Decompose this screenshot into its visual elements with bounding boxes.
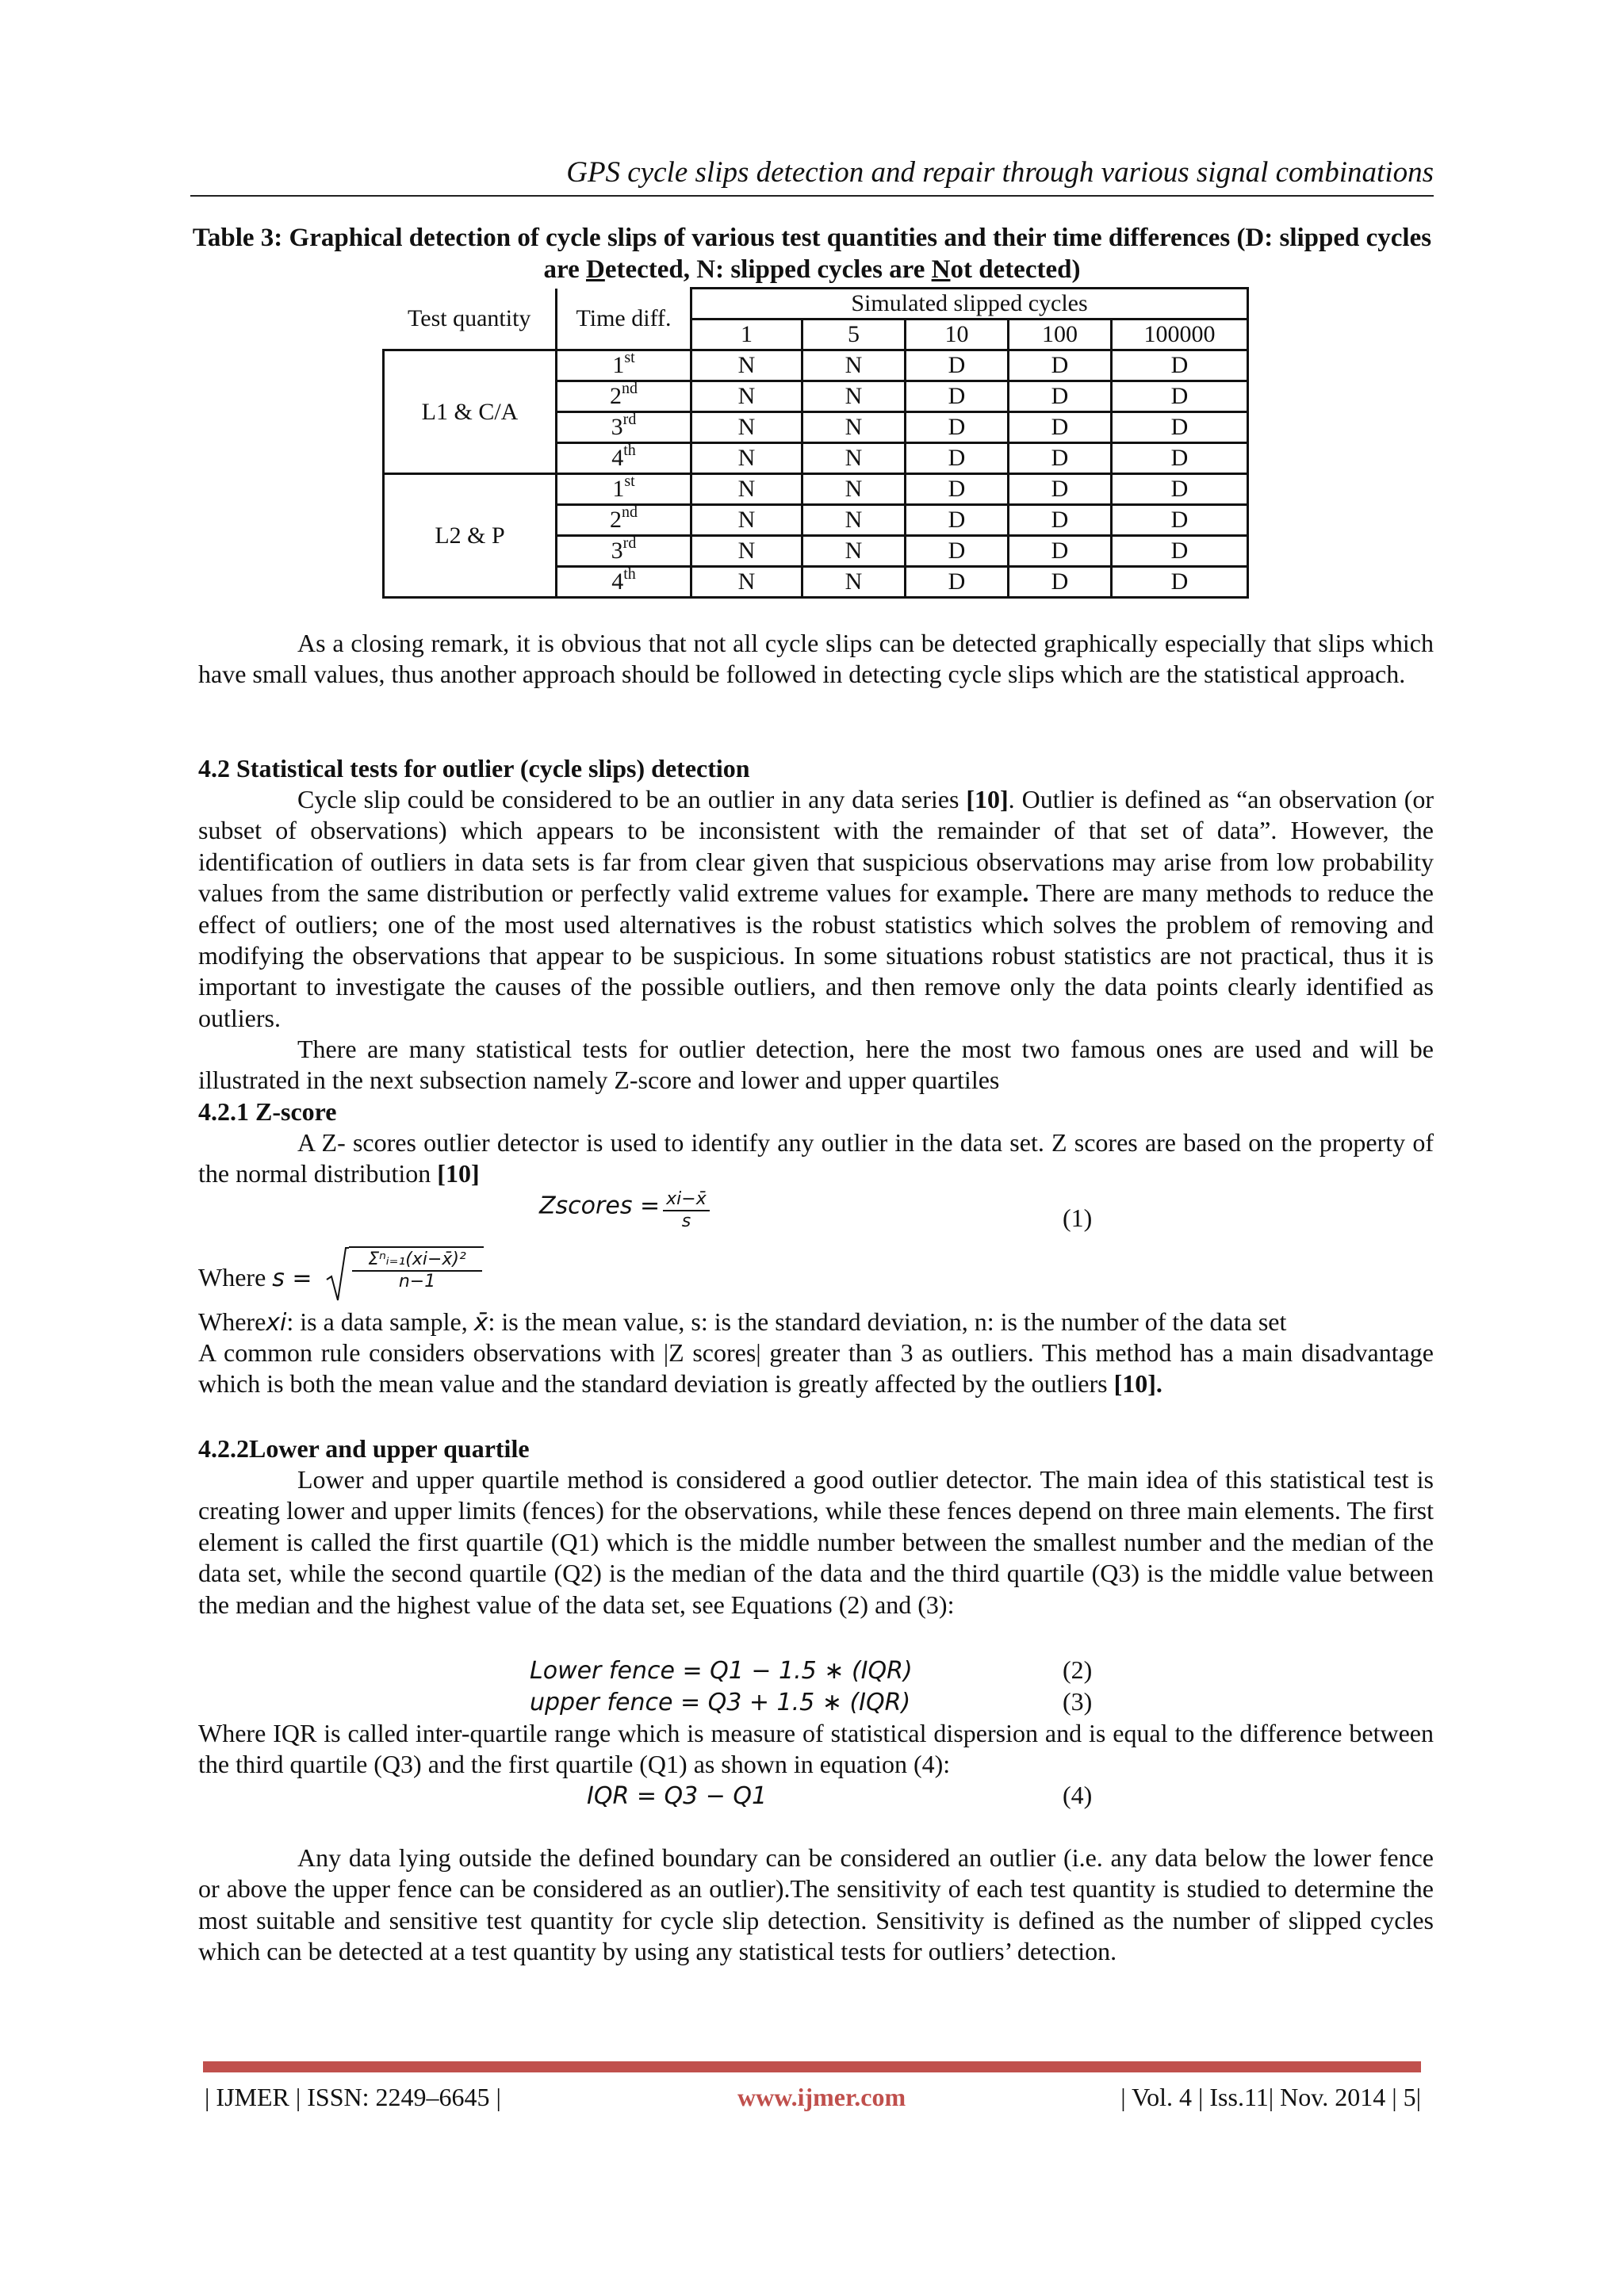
where2-label: Where bbox=[198, 1307, 266, 1336]
footer-website-link[interactable]: www.ijmer.com bbox=[737, 2083, 906, 2111]
where2-xbar: x̄ bbox=[473, 1309, 488, 1337]
p2-dot: . bbox=[1022, 878, 1029, 908]
detection-cell: D bbox=[1112, 350, 1248, 381]
detection-cell: D bbox=[1009, 567, 1112, 598]
slip-value-10: 10 bbox=[906, 320, 1009, 350]
time-diff-cell bbox=[557, 381, 691, 412]
slip-value-100: 100 bbox=[1009, 320, 1112, 350]
time-diff-suffix: rd bbox=[622, 411, 637, 428]
detection-cell: D bbox=[1112, 381, 1248, 412]
time-diff-number: 2 bbox=[610, 507, 622, 533]
caption-part-a: Table 3: Graphical detection of cycle slips of various test quantities and their time differences (D: slipped cycles are bbox=[192, 224, 1432, 284]
detection-cell: N bbox=[802, 412, 906, 443]
detection-cell: N bbox=[802, 505, 906, 536]
table-row bbox=[384, 474, 1248, 505]
paragraph-common-rule bbox=[198, 1337, 1434, 1400]
detection-cell: D bbox=[1009, 505, 1112, 536]
where-label: Where bbox=[198, 1263, 266, 1292]
time-diff-cell bbox=[557, 505, 691, 536]
eq1-lhs: Zscores = bbox=[539, 1192, 661, 1220]
eq3-number: (3) bbox=[1063, 1687, 1093, 1716]
footer-volume-info: | Vol. 4 | Iss.11| Nov. 2014 | 5| bbox=[1120, 2083, 1421, 2111]
detection-cell: N bbox=[691, 567, 802, 598]
detection-cell: D bbox=[1009, 474, 1112, 505]
detection-cell: N bbox=[691, 474, 802, 505]
group-label: L1 & C/A bbox=[384, 350, 557, 474]
detection-cell: D bbox=[906, 443, 1009, 474]
header-time-diff: Time diff. bbox=[557, 289, 691, 350]
where-definitions bbox=[198, 1307, 1434, 1338]
slip-value-100000: 100000 bbox=[1112, 320, 1248, 350]
time-diff-number: 4 bbox=[611, 445, 624, 471]
detection-cell: N bbox=[691, 536, 802, 567]
eq4-number: (4) bbox=[1063, 1781, 1093, 1809]
paragraph-outside-boundary: Any data lying outside the defined boundary can be considered an outlier (i.e. any data below the lower fence or above the upper fence can be considered as an outlier).The sensitivity of each test quantity is studied to determine the most suitable and sensitive test quantity for cycle slip detection. Sensitivity is defined as the number of slipped cycles which can be detected at a test quantity by using any statistical tests for outliers’ detection. bbox=[198, 1843, 1434, 1966]
eq2-number: (2) bbox=[1063, 1655, 1093, 1684]
eq1-numerator: xi−x̄ bbox=[663, 1189, 710, 1211]
detection-cell: N bbox=[802, 536, 906, 567]
time-diff-cell bbox=[557, 412, 691, 443]
time-diff-cell bbox=[557, 567, 691, 598]
eq1-denominator: s bbox=[681, 1211, 691, 1231]
detection-cell: N bbox=[802, 381, 906, 412]
detection-cell: D bbox=[906, 350, 1009, 381]
detection-cell: N bbox=[691, 505, 802, 536]
detection-cell: D bbox=[906, 474, 1009, 505]
caption-n: N bbox=[931, 255, 951, 284]
s-fraction bbox=[352, 1249, 482, 1292]
eq1-fraction bbox=[663, 1189, 710, 1232]
detection-cell: D bbox=[906, 567, 1009, 598]
time-diff-suffix: nd bbox=[622, 503, 638, 521]
time-diff-suffix: st bbox=[624, 473, 635, 490]
p4-text: A Z- scores outlier detector is used to identify any outlier in the data set. Z scores are based on the property of the normal distribution bbox=[198, 1128, 1434, 1188]
detection-cell: D bbox=[1112, 505, 1248, 536]
footer-rule bbox=[203, 2061, 1421, 2072]
equation-1 bbox=[539, 1189, 710, 1232]
detection-cell: D bbox=[1009, 443, 1112, 474]
eq1-number: (1) bbox=[1063, 1203, 1093, 1232]
caption-part-c: ot detected) bbox=[950, 255, 1081, 284]
caption-part-b: etected, N: slipped cycles are bbox=[604, 255, 932, 284]
section-heading-4-2-2: 4.2.2Lower and upper quartile bbox=[198, 1434, 530, 1463]
detection-cell: N bbox=[691, 381, 802, 412]
detection-cell: D bbox=[1112, 443, 1248, 474]
slip-value-1: 1 bbox=[691, 320, 802, 350]
detection-cell: D bbox=[906, 381, 1009, 412]
header-test-quantity: Test quantity bbox=[384, 289, 557, 350]
footer-journal-info: | IJMER | ISSN: 2249–6645 | bbox=[205, 2083, 501, 2111]
p2-text-b: . Outlier is defined as “an observation (or subset of observations) which appears to be inconsistent with the remainder of that set of data”. However, the identification of outliers in data sets is far from clear given that suspicious observations may arise from low probability values from the same distribution or perfectly valid extreme values for example bbox=[198, 785, 1434, 908]
time-diff-suffix: th bbox=[623, 442, 636, 459]
table3-caption bbox=[190, 222, 1434, 285]
p2-text-c: There are many methods to reduce the effect of outliers; one of the most used alternatives is the robust statistics which solves the problem of removing and modifying the observations that appear to be suspicious. In some situations robust statistics are not practical, thus it is important to investigate the causes of the possible outliers, and then remove only the data points clearly identified as outliers. bbox=[198, 878, 1434, 1032]
detection-cell: N bbox=[691, 350, 802, 381]
paragraph-closing-remark: As a closing remark, it is obvious that not all cycle slips can be detected graphically especially that slips which have small values, thus another approach should be followed in detecting cycle slips which are the statistical approach. bbox=[198, 629, 1434, 689]
detection-cell: D bbox=[1009, 350, 1112, 381]
detection-cell: D bbox=[1009, 412, 1112, 443]
table-header-row bbox=[384, 289, 1248, 320]
p4-ref: [10] bbox=[437, 1159, 480, 1188]
time-diff-number: 1 bbox=[612, 352, 625, 378]
equation-4: IQR = Q3 − Q1 bbox=[587, 1782, 768, 1810]
section-heading-4-2: 4.2 Statistical tests for outlier (cycle slips) detection bbox=[198, 754, 750, 783]
detection-cell: D bbox=[906, 505, 1009, 536]
table3 bbox=[382, 287, 1249, 599]
time-diff-cell bbox=[557, 443, 691, 474]
s-denominator: n−1 bbox=[398, 1272, 436, 1292]
section-heading-4-2-1: 4.2.1 Z-score bbox=[198, 1097, 337, 1126]
detection-cell: N bbox=[802, 567, 906, 598]
group-label: L2 & P bbox=[384, 474, 557, 598]
equation-2: Lower fence = Q1 − 1.5 ∗ (IQR) bbox=[530, 1657, 913, 1685]
p5-ref: [10]. bbox=[1113, 1369, 1162, 1399]
slip-value-5: 5 bbox=[802, 320, 906, 350]
paragraph-outlier-definition bbox=[198, 784, 1434, 1034]
p2-text-a: Cycle slip could be considered to be an outlier in any data series bbox=[297, 785, 967, 813]
time-diff-cell bbox=[557, 474, 691, 505]
where-s-line bbox=[198, 1262, 312, 1294]
time-diff-suffix: st bbox=[624, 349, 635, 366]
time-diff-number: 1 bbox=[612, 476, 625, 502]
detection-cell: D bbox=[906, 412, 1009, 443]
table3-body bbox=[384, 350, 1248, 598]
time-diff-number: 4 bbox=[611, 568, 624, 595]
detection-cell: D bbox=[906, 536, 1009, 567]
detection-cell: N bbox=[802, 350, 906, 381]
table-row bbox=[384, 350, 1248, 381]
paragraph-quartile-method: Lower and upper quartile method is considered a good outlier detector. The main idea of this statistical test is creating lower and upper limits (fences) for the observations, while these fences depend on three main elements. The first element is called the first quartile (Q1) which is the middle number between the smallest number and the median of the data set, while the second quartile (Q2) is the median of the data and the third quartile (Q3) is the middle value between the median and the highest value of the data set, see Equations (2) and (3): bbox=[198, 1465, 1434, 1619]
time-diff-number: 2 bbox=[610, 383, 622, 409]
where2-text-c: : is the mean value, s: is the standard deviation, n: is the number of the data set bbox=[488, 1307, 1287, 1336]
time-diff-number: 3 bbox=[611, 414, 623, 440]
detection-cell: D bbox=[1009, 536, 1112, 567]
detection-cell: N bbox=[802, 474, 906, 505]
paragraph-zscore bbox=[198, 1127, 1434, 1190]
time-diff-number: 3 bbox=[611, 538, 623, 564]
header-simulated-cycles: Simulated slipped cycles bbox=[691, 289, 1248, 320]
running-header: GPS cycle slips detection and repair through various signal combinations bbox=[566, 156, 1434, 189]
time-diff-suffix: nd bbox=[622, 380, 638, 397]
paragraph-statistical-tests: There are many statistical tests for outlier detection, here the most two famous ones are used and will be illustrated in the next subsection namely Z-score and lower and upper quartiles bbox=[198, 1035, 1434, 1095]
detection-cell: N bbox=[802, 443, 906, 474]
detection-cell: D bbox=[1112, 474, 1248, 505]
detection-cell: D bbox=[1009, 381, 1112, 412]
detection-cell: N bbox=[691, 412, 802, 443]
time-diff-suffix: th bbox=[623, 565, 636, 583]
detection-cell: D bbox=[1112, 567, 1248, 598]
detection-cell: N bbox=[691, 443, 802, 474]
time-diff-cell bbox=[557, 536, 691, 567]
p2-ref: [10] bbox=[966, 785, 1009, 813]
paragraph-iqr: Where IQR is called inter-quartile range which is measure of statistical dispersion and is equal to the difference between the third quartile (Q3) and the first quartile (Q1) as shown in equation (4): bbox=[198, 1719, 1434, 1779]
detection-cell: D bbox=[1112, 412, 1248, 443]
equation-3: upper fence = Q3 + 1.5 ∗ (IQR) bbox=[530, 1689, 911, 1716]
header-rule bbox=[190, 195, 1434, 197]
sqrt-icon bbox=[325, 1246, 349, 1303]
where2-xi: xi bbox=[266, 1309, 287, 1337]
time-diff-cell bbox=[557, 350, 691, 381]
time-diff-suffix: rd bbox=[622, 534, 637, 552]
where-s: s = bbox=[272, 1265, 312, 1292]
where2-text-b: : is a data sample, bbox=[286, 1307, 474, 1336]
caption-d: D bbox=[585, 255, 605, 284]
s-numerator: Σⁿᵢ₌₁(xi−x̄)² bbox=[352, 1249, 482, 1272]
p5-text: A common rule considers observations with |Z scores| greater than 3 as outliers. This method has a main disadvantage which is both the mean value and the standard deviation is greatly affected by the outliers bbox=[198, 1338, 1434, 1399]
detection-cell: D bbox=[1112, 536, 1248, 567]
